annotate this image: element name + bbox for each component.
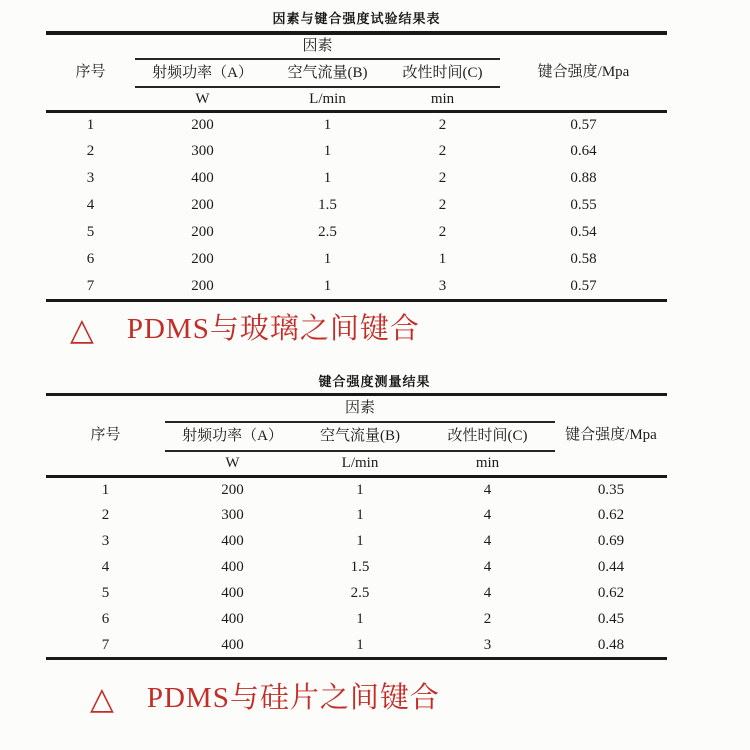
cell-flow: 1 <box>323 251 332 268</box>
table-row <box>46 555 667 581</box>
cell-time: 4 <box>483 585 492 602</box>
legend-pdms-silicon <box>90 683 440 715</box>
cell-no: 3 <box>101 533 110 550</box>
table2-title: 键合强度测量结果 <box>318 374 431 389</box>
cell-power: 200 <box>191 197 214 214</box>
col-header-power: 射频功率（A） <box>165 422 300 451</box>
cell-strength: 0.62 <box>597 585 625 602</box>
cell-no: 4 <box>101 559 110 576</box>
cell-flow: 2.5 <box>350 585 370 602</box>
col-header-flow: 空气流量(B) <box>300 422 420 451</box>
cell-time: 4 <box>483 559 492 576</box>
cell-power: 200 <box>165 477 300 503</box>
unit-flow: L/min <box>341 455 379 471</box>
cell-flow: 1 <box>270 111 385 138</box>
cell-flow: 1 <box>356 507 364 524</box>
cell-power: 400 <box>165 633 300 659</box>
cell-flow: 1.5 <box>350 559 370 576</box>
table-row <box>46 477 667 503</box>
table-row <box>46 165 667 192</box>
legend-label: PDMS与玻璃之间键合 <box>126 313 420 345</box>
cell-time: 4 <box>420 477 555 503</box>
cell-strength: 0.35 <box>555 477 667 503</box>
cell-time: 2 <box>438 224 447 241</box>
cell-time: 2 <box>438 170 447 187</box>
col-header-time: 改性时间(C) <box>385 59 500 87</box>
cell-strength: 0.55 <box>570 197 597 214</box>
cell-time: 2 <box>385 111 500 138</box>
cell-no: 7 <box>46 273 135 300</box>
legend-label: PDMS与硅片之间键合 <box>146 682 440 714</box>
cell-flow: 1 <box>300 477 420 503</box>
cell-flow: 1 <box>356 533 364 550</box>
cell-flow: 2.5 <box>318 224 337 241</box>
table-row <box>46 273 667 300</box>
triangle-marker-icon: △ <box>70 312 94 348</box>
table1-title: 因素与键合强度试验结果表 <box>272 11 441 26</box>
table2 <box>46 393 667 660</box>
cell-time: 2 <box>438 197 447 214</box>
col-header-serial: 序号 <box>46 395 165 477</box>
col-header-factors-group: 因素 <box>165 395 555 422</box>
cell-time: 4 <box>483 507 492 524</box>
cell-flow: 1 <box>323 143 332 160</box>
cell-strength: 0.64 <box>570 143 597 160</box>
table-row <box>46 607 667 633</box>
cell-no: 1 <box>46 111 135 138</box>
col-header-serial: 序号 <box>46 33 135 111</box>
cell-no: 3 <box>86 170 95 187</box>
table1-body <box>46 111 667 300</box>
legend-pdms-glass <box>70 314 420 346</box>
cell-flow: 1 <box>356 611 364 628</box>
cell-strength: 0.88 <box>570 170 597 187</box>
col-header-flow: 空气流量(B) <box>270 59 385 87</box>
cell-power: 400 <box>221 559 244 576</box>
cell-no: 5 <box>101 585 110 602</box>
cell-flow: 1.5 <box>318 197 337 214</box>
table-row <box>46 581 667 607</box>
cell-no: 2 <box>86 143 95 160</box>
unit-time: min <box>430 90 455 107</box>
col-header-strength: 键合强度/Mpa <box>555 395 667 477</box>
cell-flow: 1 <box>270 273 385 300</box>
cell-no: 2 <box>101 507 110 524</box>
cell-power: 200 <box>135 273 270 300</box>
cell-strength: 0.57 <box>500 111 667 138</box>
cell-power: 300 <box>221 507 244 524</box>
cell-strength: 0.62 <box>597 507 625 524</box>
table-row <box>46 138 667 165</box>
cell-strength: 0.54 <box>570 224 597 241</box>
cell-power: 200 <box>191 251 214 268</box>
table-row <box>46 111 667 138</box>
cell-strength: 0.45 <box>597 611 625 628</box>
cell-no: 5 <box>86 224 95 241</box>
table1 <box>46 31 667 302</box>
table-row <box>46 219 667 246</box>
cell-no: 6 <box>86 251 95 268</box>
cell-time: 1 <box>438 251 447 268</box>
col-header-factors-group: 因素 <box>135 33 500 59</box>
cell-no: 1 <box>46 477 165 503</box>
cell-time: 2 <box>483 611 492 628</box>
table1-header <box>46 33 667 111</box>
unit-time: min <box>475 455 500 471</box>
cell-time: 3 <box>420 633 555 659</box>
table2-body <box>46 477 667 659</box>
cell-no: 4 <box>86 197 95 214</box>
table-row <box>46 633 667 659</box>
col-header-strength: 键合强度/Mpa <box>500 33 667 111</box>
cell-strength: 0.48 <box>555 633 667 659</box>
cell-power: 300 <box>191 143 214 160</box>
cell-strength: 0.69 <box>597 533 625 550</box>
col-header-power: 射频功率（A） <box>135 59 270 87</box>
cell-strength: 0.44 <box>597 559 625 576</box>
table-row <box>46 529 667 555</box>
cell-strength: 0.57 <box>500 273 667 300</box>
unit-power: W <box>195 90 210 107</box>
cell-flow: 1 <box>323 170 332 187</box>
cell-no: 6 <box>101 611 110 628</box>
cell-power: 400 <box>191 170 214 187</box>
cell-power: 400 <box>221 611 244 628</box>
unit-flow: L/min <box>309 90 346 107</box>
cell-time: 3 <box>385 273 500 300</box>
triangle-marker-icon: △ <box>90 681 114 717</box>
cell-power: 400 <box>221 585 244 602</box>
table-row <box>46 246 667 273</box>
table1-header-row-group <box>46 33 667 59</box>
cell-time: 2 <box>438 143 447 160</box>
cell-no: 7 <box>46 633 165 659</box>
table-row <box>46 503 667 529</box>
cell-power: 200 <box>135 111 270 138</box>
table2-header-row-group <box>46 395 667 422</box>
cell-time: 4 <box>483 533 492 550</box>
table2-header <box>46 395 667 477</box>
col-header-time: 改性时间(C) <box>420 422 555 451</box>
cell-power: 400 <box>221 533 244 550</box>
table-row <box>46 192 667 219</box>
cell-flow: 1 <box>300 633 420 659</box>
cell-strength: 0.58 <box>570 251 597 268</box>
unit-power: W <box>225 455 240 471</box>
cell-power: 200 <box>191 224 214 241</box>
